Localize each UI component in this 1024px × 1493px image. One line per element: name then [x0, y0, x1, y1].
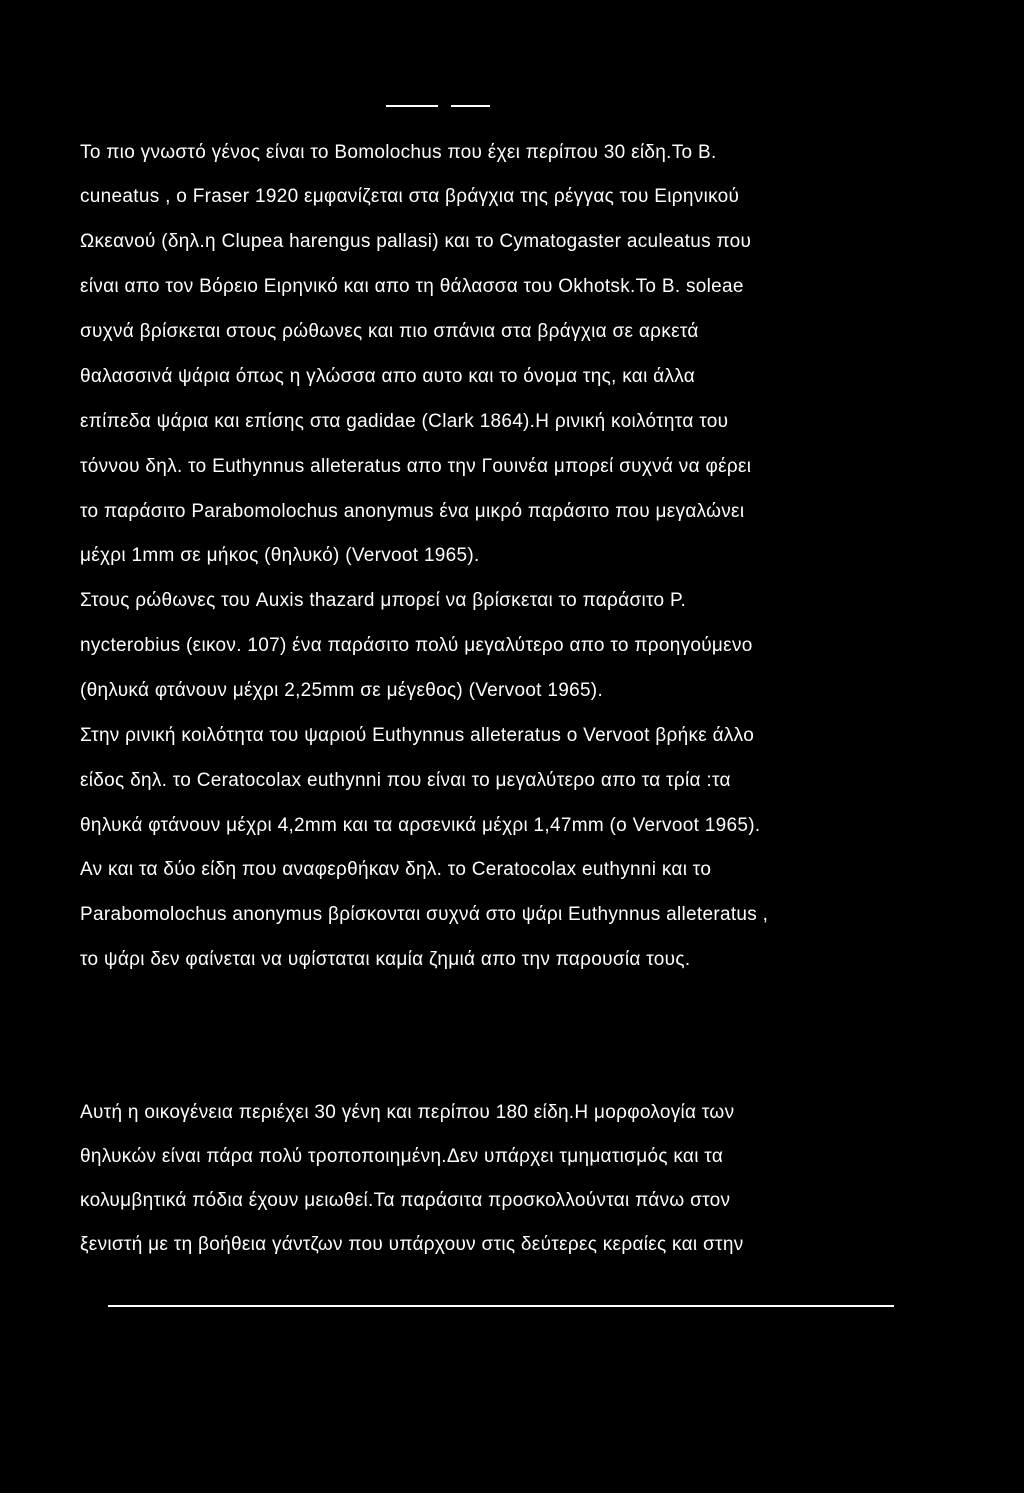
text-line: cuneatus , ο Fraser 1920 εμφανίζεται στα βράγχια της ρέγγας του Ειρηνικού	[80, 186, 740, 207]
text-line: Το πιο γνωστό γένος είναι το Bomolochus που έχει περίπου 30 είδη.Το Β.	[80, 142, 717, 163]
text-line: nycterobius (εικον. 107) ένα παράσιτο πολύ μεγαλύτερο απο το προηγούμενο	[80, 635, 753, 656]
text-line: Parabomolochus anonymus βρίσκονται συχνά στο ψάρι Euthynnus alleteratus ,	[80, 904, 769, 925]
text-line: θαλασσινά ψάρια όπως η γλώσσα απο αυτο και το όνομα της, και άλλα	[80, 366, 696, 387]
text-line: το ψάρι δεν φαίνεται να υφίσταται καμία ζημιά απο την παρουσία τους.	[80, 949, 691, 970]
text-line: κολυμβητικά πόδια έχουν μειωθεί.Τα παράσιτα προσκολλούνται πάνω στον	[80, 1190, 731, 1211]
text-line: συχνά βρίσκεται στους ρώθωνες και πιο σπάνια στα βράγχια σε αρκετά	[80, 321, 699, 342]
text-line: Στην ρινική κοιλότητα του ψαριού Euthynnus alleteratus ο Vervoot βρήκε άλλο	[80, 725, 755, 746]
text-line: ξενιστή με τη βοήθεια γάντζων που υπάρχουν στις δεύτερες κεραίες και στην	[80, 1234, 744, 1255]
text-line: τόννου δηλ. το Euthynnus alleteratus απο την Γουινέα μπορεί συχνά να φέρει	[80, 456, 752, 477]
top-rule-right	[451, 105, 490, 107]
text-line: το παράσιτο Parabomolochus anonymus ένα μικρό παράσιτο που μεγαλώνει	[80, 501, 745, 522]
top-rule-left	[386, 105, 438, 107]
text-line: είδος δηλ. το Ceratocolax euthynni που είναι το μεγαλύτερο απο τα τρία :τα	[80, 770, 731, 791]
text-line: θηλυκών είναι πάρα πολύ τροποποιημένη.Δεν υπάρχει τμηματισμός και τα	[80, 1146, 724, 1167]
text-line: Στους ρώθωνες του Auxis thazard μπορεί να βρίσκεται το παράσιτο Ρ.	[80, 590, 687, 611]
text-line: θηλυκά φτάνουν μέχρι 4,2mm και τα αρσενικά μέχρι 1,47mm (ο Vervoot 1965).	[80, 815, 761, 836]
text-line: (θηλυκά φτάνουν μέχρι 2,25mm σε μέγεθος) (Vervoot 1965).	[80, 680, 604, 701]
text-line: επίπεδα ψάρια και επίσης στα gadidae (Clark 1864).Η ρινική κοιλότητα του	[80, 411, 729, 432]
text-line: Ωκεανού (δηλ.η Clupea harengus pallasi) και το Cymatogaster aculeatus που	[80, 231, 752, 252]
text-line: είναι απο τον Βόρειο Ειρηνικό και απο τη θάλασσα του Okhotsk.Το Β. soleae	[80, 276, 744, 297]
text-line: Αυτή η οικογένεια περιέχει 30 γένη και περίπου 180 είδη.Η μορφολογία των	[80, 1102, 735, 1123]
text-line: Αν και τα δύο είδη που αναφερθήκαν δηλ. το Ceratocolax euthynni και το	[80, 859, 712, 880]
text-line: μέχρι 1mm σε μήκος (θηλυκό) (Vervoot 1965).	[80, 545, 480, 566]
bottom-rule	[108, 1305, 894, 1307]
